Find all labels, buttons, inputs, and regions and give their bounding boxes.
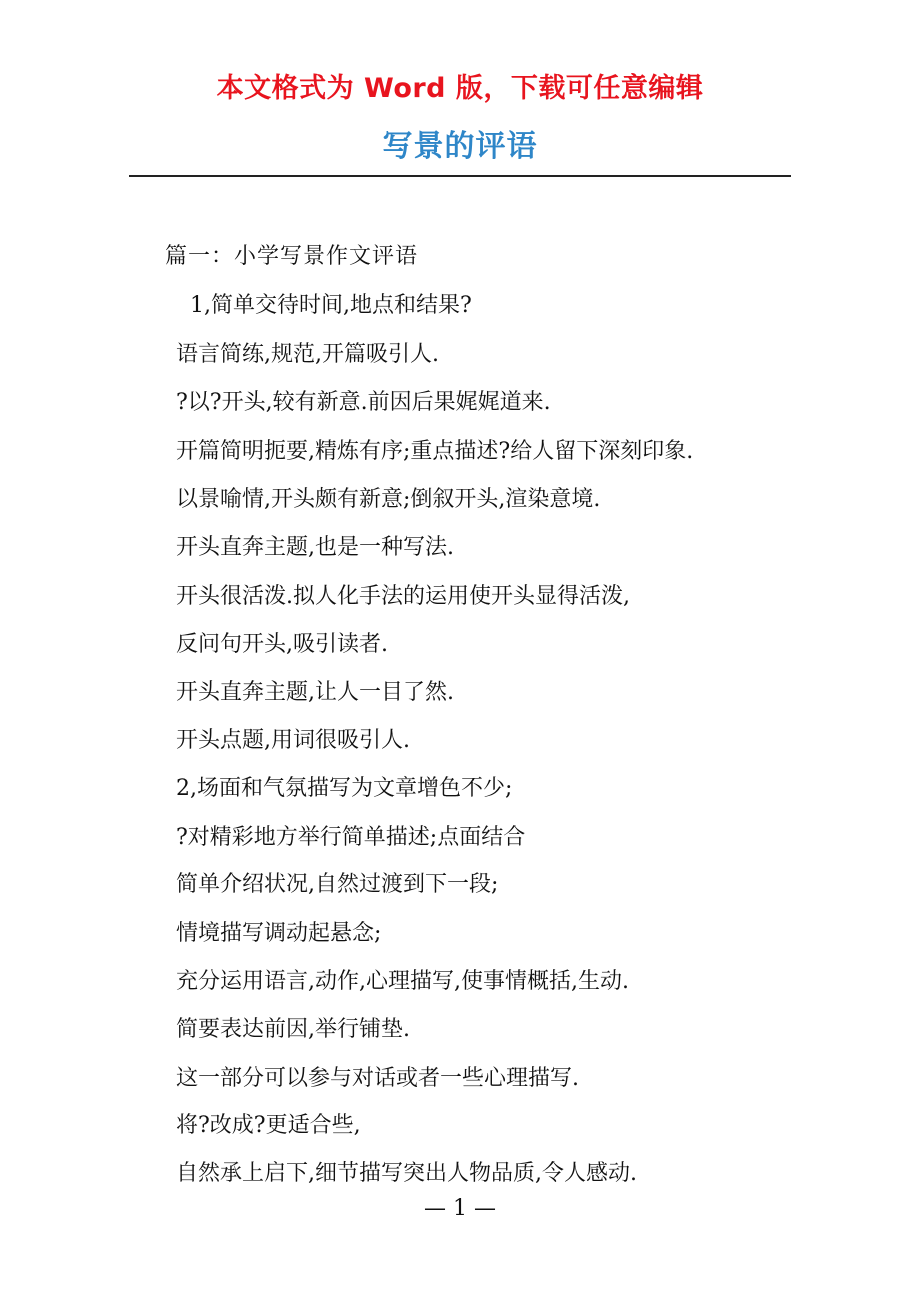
body-line: 1,简单交待时间,地点和结果? [190, 293, 472, 318]
document-title: 写景的评语 [382, 129, 538, 164]
body-line: 2,场面和气氛描写为文章增色不少; [176, 776, 513, 801]
body-line: ?对精彩地方举行简单描述;点面结合 [176, 825, 526, 850]
body-line: 简单介绍状况,自然过渡到下一段; [176, 872, 499, 897]
body-line: 开头很活泼.拟人化手法的运用使开头显得活泼, [176, 584, 630, 609]
body-line: 这一部分可以参与对话或者一些心理描写. [176, 1066, 579, 1091]
body-line: 开头点题,用词很吸引人. [176, 728, 410, 753]
body-line: ?以?开头,较有新意.前因后果娓娓道来. [176, 390, 551, 415]
body-line: 开头直奔主题,让人一目了然. [176, 680, 454, 705]
body-line: 开篇简明扼要,精炼有序;重点描述?给人留下深刻印象. [176, 439, 694, 464]
body-line: 情境描写调动起悬念; [176, 921, 382, 946]
body-line: 以景喻情,开头颇有新意;倒叙开头,渲染意境. [176, 487, 601, 512]
body-line: 简要表达前因,举行铺垫. [176, 1017, 410, 1042]
page-number: — 1 — [424, 1196, 496, 1221]
body-line: 反问句开头,吸引读者. [176, 632, 388, 657]
body-line: 开头直奔主题,也是一种写法. [176, 535, 454, 560]
body-line: 充分运用语言,动作,心理描写,使事情概括,生动. [176, 969, 629, 994]
title-divider [129, 175, 791, 177]
body-line: 将?改成?更适合些, [176, 1113, 361, 1138]
body-line: 语言简练,规范,开篇吸引人. [176, 342, 439, 367]
body-line: 自然承上启下,细节描写突出人物品质,令人感动. [176, 1161, 637, 1186]
section-heading: 篇一：小学写景作文评语 [165, 244, 419, 269]
format-notice-banner: 本文格式为 Word 版，下载可任意编辑 [216, 73, 704, 104]
